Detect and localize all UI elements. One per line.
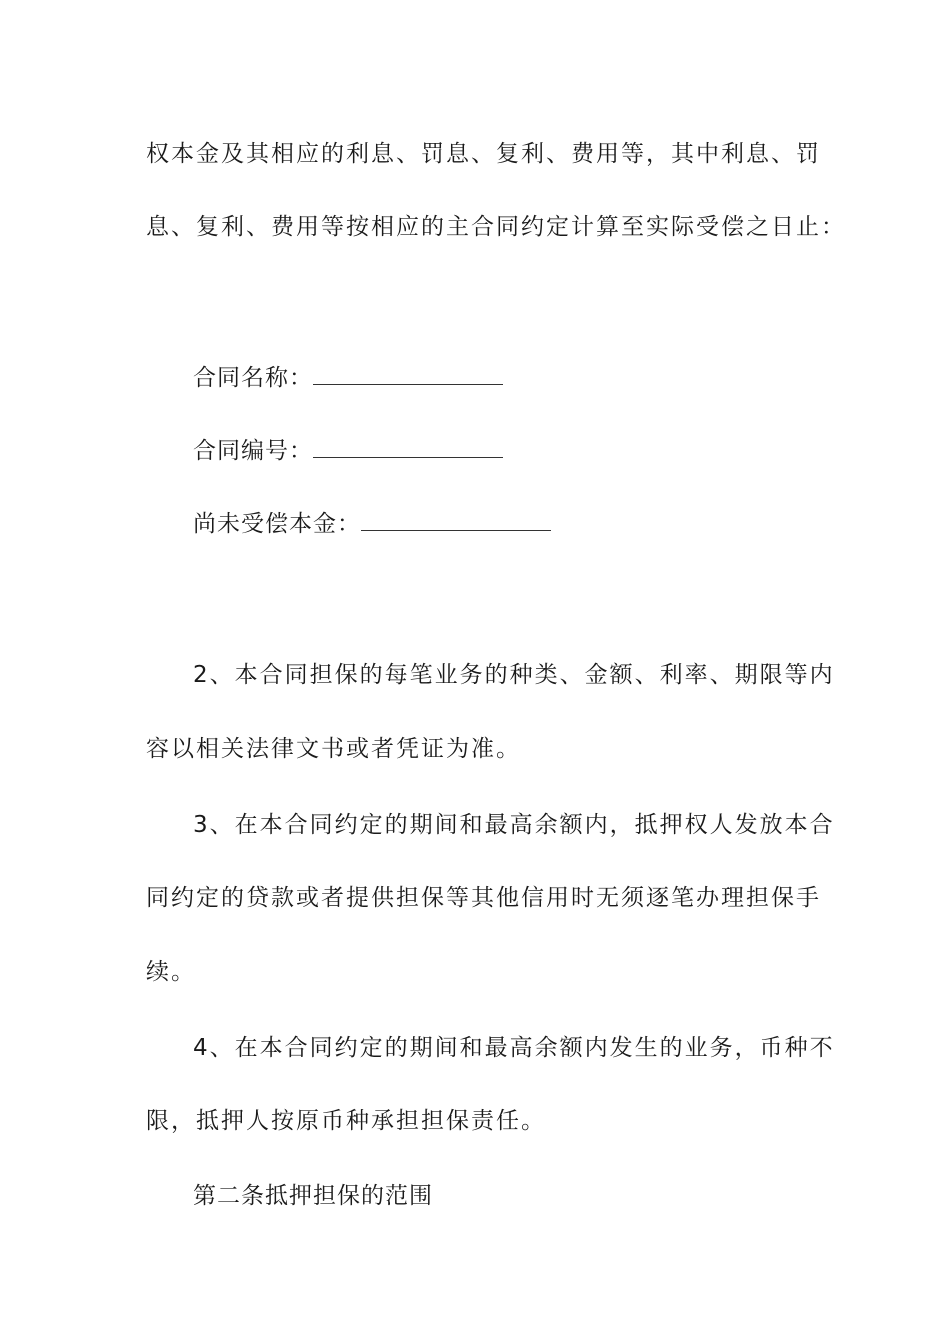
item-2-line: 2、本合同担保的每笔业务的种类、金额、利率、期限等内 — [193, 662, 835, 688]
contract-name-field — [193, 362, 853, 393]
item-3-line: 同约定的贷款或者提供担保等其他信用时无须逐笔办理担保手 — [146, 885, 821, 911]
item-2-line: 容以相关法律文书或者凭证为准。 — [146, 736, 521, 762]
paragraph-line: 权本金及其相应的利息、罚息、复利、费用等，其中利息、罚 — [146, 141, 821, 167]
item-4-line: 4、在本合同约定的期间和最高余额内发生的业务，币种不 — [193, 1035, 835, 1061]
field-label: 合同名称： — [193, 365, 313, 391]
field-label: 尚未受偿本金： — [193, 511, 361, 537]
item-3-line: 续。 — [146, 959, 196, 985]
fill-in-blank — [361, 508, 551, 531]
contract-number-field — [193, 435, 853, 466]
paragraph-line: 息、复利、费用等按相应的主合同约定计算至实际受偿之日止： — [146, 214, 846, 240]
item-3-line: 3、在本合同约定的期间和最高余额内，抵押权人发放本合 — [193, 812, 835, 838]
fill-in-blank — [313, 362, 503, 385]
fill-in-blank — [313, 435, 503, 458]
section-heading: 第二条抵押担保的范围 — [193, 1183, 433, 1209]
outstanding-principal-field — [193, 508, 853, 539]
field-label: 合同编号： — [193, 438, 313, 464]
item-4-line: 限，抵押人按原币种承担担保责任。 — [146, 1108, 546, 1134]
